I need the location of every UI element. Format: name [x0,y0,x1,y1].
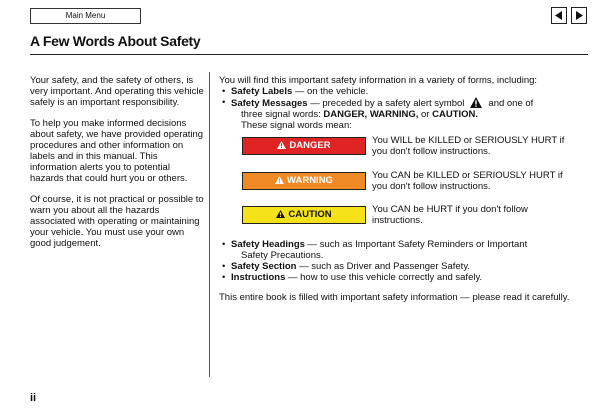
bullet-safety-section: • Safety Section — such as Driver and Passenger Safety. [219,261,594,272]
bullet-safety-labels: • Safety Labels — on the vehicle. [219,86,594,97]
previous-page-button[interactable] [551,7,567,24]
warning-description: You CAN be KILLED or SERIOUSLY HURT if you don't follow instructions. [372,170,563,192]
judgement-paragraph: Of course, it is not practical or possible to warn you about all the hazards associated with operating or maintaining your vehicle. You must use your own good judgement. [30,194,204,249]
bullet-instructions: • Instructions — how to use this vehicle correctly and safely. [219,272,594,283]
danger-label: DANGER [242,137,366,155]
safety-alert-icon [470,97,482,108]
closing-paragraph: This entire book is filled with important safety information — please read it carefully. [219,292,570,303]
left-column [30,75,205,259]
bullet-safety-messages: • Safety Messages — preceded by a safety alert symbol and one of [219,97,594,109]
right-column [219,75,594,303]
danger-alert-icon [277,141,286,149]
forms-intro: You will find this important safety information in a variety of forms, including: [219,75,538,86]
signal-words-line: three signal words: DANGER, WARNING, or CAUTION. [241,109,479,120]
main-menu-button[interactable]: Main Menu [30,8,141,24]
signal-row-caution [242,204,602,240]
right-arrow-icon [575,11,583,20]
page-number: ii [30,392,37,404]
danger-description: You WILL be KILLED or SERIOUSLY HURT if you don't follow instructions. [372,135,565,157]
signal-row-warning [242,170,602,206]
column-divider [209,72,210,377]
next-page-button[interactable] [571,7,587,24]
signal-word-list [219,131,594,239]
informed-decisions-paragraph: To help you make informed decisions about safety, we have provided operating procedures and other information on labels and in this manual. This information alerts you to potential hazards that could hurt you or others. [30,118,204,184]
caution-description: You CAN be HURT if you don't follow instructions. [372,204,528,226]
safety-headings-continued: Safety Precautions. [241,250,324,261]
page-title: A Few Words About Safety [30,33,201,49]
signal-row-danger [242,135,602,171]
signal-words-mean: These signal words mean: [241,120,352,131]
caution-label: CAUTION [242,206,366,224]
left-arrow-icon [555,11,563,20]
caution-alert-icon [276,210,285,218]
warning-label: WARNING [242,172,366,190]
bullet-safety-headings: • Safety Headings — such as Important Safety Reminders or Important [219,239,594,250]
warning-alert-icon [275,176,284,184]
title-rule [30,54,588,55]
intro-paragraph: Your safety, and the safety of others, is very important. And operating this vehicle safely is an important responsibility. [30,75,204,108]
